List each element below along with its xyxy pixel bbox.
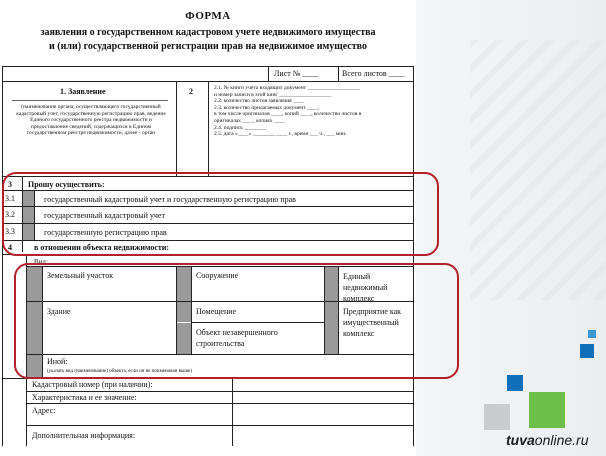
highlight-object-types bbox=[14, 263, 459, 379]
option-other-note: (указать вид (наименование) объекта, если он не поименован выше) bbox=[47, 369, 193, 374]
sheet-number: Лист № ____ bbox=[274, 69, 319, 78]
sheets-total: Всего листов ____ bbox=[342, 69, 405, 78]
row-3-3-number: 3.3 bbox=[5, 227, 15, 236]
form-title: ФОРМА bbox=[185, 10, 231, 22]
intake-fields[interactable]: 2.1. № книги учета входящих документ ___________________ и номер записи в этой книг ___________________ 2.2. количество листов заявления ____ 2.3. количество прилагаемых документ ____, в том числе оригиналов ____, копий ____, количество листов в оригиналах ____, копиях ____ 2.4. подпись ________ 2.5. дата «____» ________ ____ г., время ___ ч., ___ мин. bbox=[214, 85, 362, 138]
option-structure: Сооружение bbox=[196, 271, 239, 280]
decorative-pattern bbox=[470, 40, 606, 300]
watermark-domain: online.ru bbox=[534, 432, 589, 448]
form-subtitle-line2: и (или) государственной регистрации прав на недвижимое имущество bbox=[49, 41, 367, 52]
features-label: Характеристика и ее значение: bbox=[32, 393, 137, 402]
section3-number: 3 bbox=[8, 180, 12, 189]
option-building: Здание bbox=[47, 307, 71, 316]
option-complex: Единый недвижимый комплекс bbox=[343, 272, 388, 303]
decorative-square-blue2 bbox=[507, 375, 523, 391]
section4-number: 4 bbox=[8, 243, 12, 252]
site-watermark bbox=[506, 432, 589, 448]
option-land: Земельный участок bbox=[47, 271, 114, 280]
option-premises: Помещение bbox=[196, 307, 237, 316]
option-other: Иной: bbox=[47, 357, 68, 366]
decorative-square-lightblue bbox=[588, 330, 596, 338]
form-subtitle-line1: заявления о государственном кадастровом учете недвижимого имущества bbox=[40, 27, 376, 38]
watermark-brand: tuva bbox=[506, 432, 535, 448]
vid-label: Вид: bbox=[34, 258, 48, 266]
section3-header: Прошу осуществить: bbox=[28, 180, 105, 189]
cadastral-number-label: Кадастровый номер (при наличии): bbox=[32, 380, 153, 389]
highlight-section3 bbox=[2, 172, 439, 256]
row-3-3-text: государственную регистрацию прав bbox=[44, 228, 167, 237]
address-label: Адрес: bbox=[32, 406, 56, 415]
option-enterprise: Предприятие как имущественный комплекс bbox=[343, 307, 402, 338]
authority-note: (наименование органа, осуществляющего государственный кадастровый учет, государственную регистрацию прав, ведение Единого государственного реестра недвижимости и предоставление сведений, содержащихся в Едином государственном реестре недвижимости, далее - орган bbox=[16, 104, 166, 137]
row-3-1-text: государственный кадастровый учет и государственную регистрацию прав bbox=[44, 195, 296, 204]
decorative-square-blue bbox=[580, 344, 594, 358]
extra-info-label: Дополнительная информация: bbox=[32, 431, 136, 440]
row-3-1-number: 3.1 bbox=[5, 194, 15, 203]
section2-number: 2 bbox=[189, 87, 193, 96]
decorative-square-green bbox=[529, 392, 565, 428]
section1-label: 1. Заявление bbox=[60, 87, 106, 96]
section4-header: в отношении объекта недвижимости: bbox=[34, 243, 170, 252]
row-3-2-text: государственный кадастровый учет bbox=[44, 211, 165, 220]
row-3-2-number: 3.2 bbox=[5, 210, 15, 219]
option-unfinished: Объект незавершенного строительства bbox=[196, 328, 278, 348]
decorative-square-grey bbox=[484, 404, 510, 430]
